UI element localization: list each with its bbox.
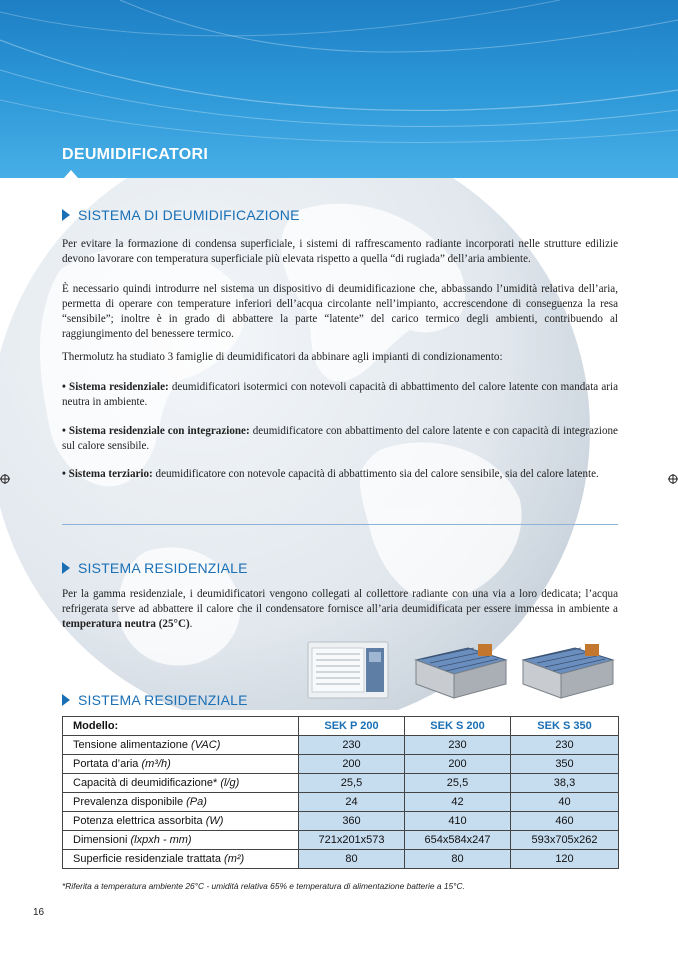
table-header-model: SEK S 200 (405, 717, 511, 736)
table-row (63, 793, 619, 812)
header-notch (64, 170, 78, 178)
bullet-tertiary (62, 467, 618, 482)
table-cell: 200 (405, 755, 511, 774)
row-label: Portata d’aria (m³/h) (63, 755, 299, 774)
table-cell: 721x201x573 (299, 831, 405, 850)
row-unit: (lxpxh - mm) (130, 834, 192, 846)
row-unit: (m³/h) (141, 758, 171, 770)
section-heading-text: SISTEMA RESIDENZIALE (78, 692, 248, 708)
row-unit: (VAC) (191, 739, 221, 751)
row-label: Superficie residenziale trattata (m²) (63, 850, 299, 869)
row-unit: (W) (205, 815, 224, 827)
neutral-temperature: temperatura neutra (25°C) (62, 618, 190, 630)
row-unit: (l/g) (220, 777, 240, 789)
row-label: Tensione alimentazione (VAC) (63, 736, 299, 755)
table-cell: 38,3 (511, 774, 619, 793)
bullet-tertiary-title: • Sistema terziario: (62, 468, 153, 480)
intro-paragraph: Per evitare la formazione di condensa superficiale, i sistemi di raffrescamento radiante incorporati nelle strutture edilizie devono lavorare con temperatura superficiale più elevata rispetto a quella “di rugiada” dell’aria ambiente. (62, 238, 618, 265)
table-cell: 360 (299, 812, 405, 831)
table-header-row (63, 717, 619, 736)
section-heading-residential-table (62, 692, 248, 708)
row-unit: (Pa) (186, 796, 207, 808)
table-cell: 230 (511, 736, 619, 755)
table-cell: 80 (299, 850, 405, 869)
residential-text: Per la gamma residenziale, i deumidificatori vengono collegati al collettore radiante con una via a loro dedicata; l’acqua refrigerata serve ad abbattere il calore che il condensatore fornisce all’aria deumidificata per essere immessa in ambiente a (62, 588, 618, 615)
table-cell: 654x584x247 (405, 831, 511, 850)
header-banner (0, 0, 678, 178)
section-heading-text: SISTEMA RESIDENZIALE (78, 560, 248, 576)
table-row (63, 774, 619, 793)
registration-mark-icon (0, 472, 12, 486)
residential-text-end: . (189, 618, 193, 630)
row-label: Capacità di deumidificazione* (l/g) (63, 774, 299, 793)
table-row (63, 755, 619, 774)
table-cell: 25,5 (299, 774, 405, 793)
triangle-bullet-icon (62, 562, 70, 574)
row-unit: (m²) (224, 853, 245, 865)
table-cell: 230 (299, 736, 405, 755)
section-heading-text: SISTEMA DI DEUMIDIFICAZIONE (78, 207, 300, 223)
table-cell: 460 (511, 812, 619, 831)
page-title: DEUMIDIFICATORI (62, 146, 209, 163)
row-label: Potenza elettrica assorbita (W) (63, 812, 299, 831)
bullet-residential-integration (62, 424, 618, 454)
table-footnote: *Riferita a temperatura ambiente 26°C - umidità relativa 65% e temperatura di alimentazione batterie a 15°C. (62, 881, 465, 891)
bullet-tertiary-text: deumidificatore con notevole capacità di abbattimento sia del calore sensibile, sia del calore latente. (152, 468, 599, 480)
row-label: Dimensioni (lxpxh - mm) (63, 831, 299, 850)
bullet-residential (62, 380, 618, 410)
table-cell: 40 (511, 793, 619, 812)
section-heading-residential (62, 560, 248, 576)
table-cell: 120 (511, 850, 619, 869)
section-heading-dehumidification (62, 207, 300, 223)
table-cell: 24 (299, 793, 405, 812)
residential-paragraph (62, 587, 618, 632)
section-divider (62, 524, 618, 525)
table-cell: 350 (511, 755, 619, 774)
row-label: Prevalenza disponibile (Pa) (63, 793, 299, 812)
table-cell: 42 (405, 793, 511, 812)
table-cell: 593x705x262 (511, 831, 619, 850)
registration-mark-icon (666, 472, 678, 486)
table-row (63, 812, 619, 831)
product-image-sek-s-200 (410, 640, 510, 702)
table-cell: 410 (405, 812, 511, 831)
page-number: 16 (33, 907, 45, 918)
table-header-model: SEK S 350 (511, 717, 619, 736)
bullet-residential-text: deumidificatori isotermici con notevoli capacità di abbattimento del calore latente con mandata aria neutra in ambiente. (62, 381, 618, 408)
bullet-residential-title: • Sistema residenziale: (62, 381, 169, 393)
table-row (63, 831, 619, 850)
product-image-sek-p-200 (300, 636, 400, 704)
spec-table (62, 716, 619, 869)
product-image-sek-s-350 (517, 640, 617, 702)
triangle-bullet-icon (62, 694, 70, 706)
bullet-integration-title: • Sistema residenziale con integrazione: (62, 425, 250, 437)
table-row (63, 850, 619, 869)
table-cell: 230 (405, 736, 511, 755)
table-cell: 25,5 (405, 774, 511, 793)
triangle-bullet-icon (62, 209, 70, 221)
table-header-label: Modello: (63, 717, 299, 736)
table-row (63, 736, 619, 755)
dehumidifier-paragraph: È necessario quindi introdurre nel sistema un dispositivo di deumidificazione che, abbassando l’umidità relativa dell’aria, permetta di operare con temperature inferiori dell’acqua circolante nell’impianto, accrescendone di conseguenza la resa “sensibile”; inoltre è in grado di abbattere la parte “latente” del carico termico degli ambienti, contribuendo al raggiungimento del benessere termico. (62, 283, 618, 340)
table-header-model: SEK P 200 (299, 717, 405, 736)
families-paragraph: Thermolutz ha studiato 3 famiglie di deumidificatori da abbinare agli impianti di condizionamento: (62, 351, 503, 363)
table-cell: 200 (299, 755, 405, 774)
bullet-integration-text: deumidificatore con abbattimento del calore latente e con capacità di integrazione sul calore sensibile. (62, 425, 618, 452)
table-cell: 80 (405, 850, 511, 869)
